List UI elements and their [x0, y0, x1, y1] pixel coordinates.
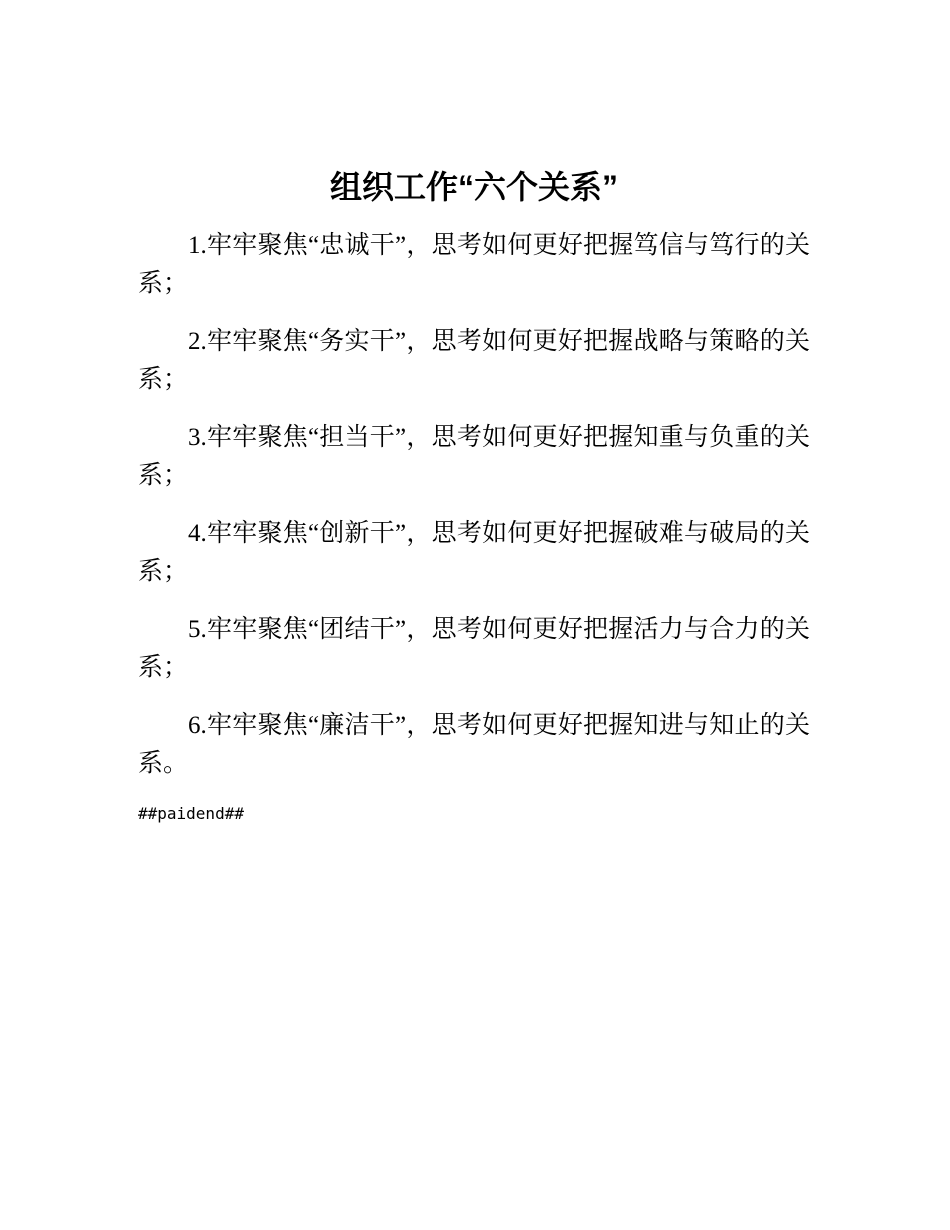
paragraph-4: 4.牢牢聚焦“创新干”，思考如何更好把握破难与破局的关系；	[138, 520, 810, 585]
paragraph-6: 6.牢牢聚焦“廉洁干”，思考如何更好把握知进与知止的关系。	[138, 712, 810, 777]
document-title: 组织工作“六个关系”	[329, 169, 618, 205]
paid-end-marker: ##paidend##	[138, 804, 244, 823]
paragraph-2: 2.牢牢聚焦“务实干”，思考如何更好把握战略与策略的关系；	[138, 328, 810, 393]
paragraph-3: 3.牢牢聚焦“担当干”，思考如何更好把握知重与负重的关系；	[138, 424, 810, 489]
paragraph-1: 1.牢牢聚焦“忠诚干”，思考如何更好把握笃信与笃行的关系；	[138, 232, 810, 297]
paragraph-5: 5.牢牢聚焦“团结干”，思考如何更好把握活力与合力的关系；	[138, 616, 810, 681]
